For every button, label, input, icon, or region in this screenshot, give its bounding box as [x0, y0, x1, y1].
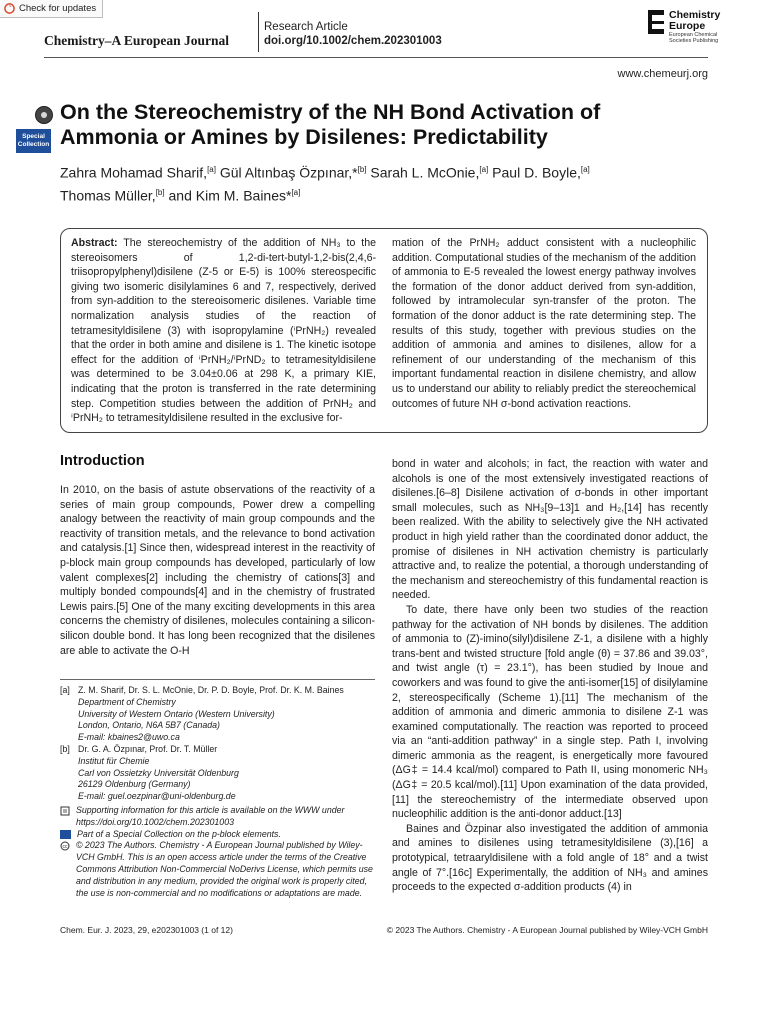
author-name: and Kim M. Baines* — [164, 187, 292, 204]
intro-paragraph: In 2010, on the basis of astute observations of the reactivity of a series of main group compounds, Power drew a compelling analogy between the reactivity of main group compounds and the reactivity of transition metals, and the relevance to bond activation and catalysis.[1] Since then, widespread interest in the reactivity of p-block main group compounds has developed, particularly of low valent complexes[2] including the chemistry of cations[3] and multiply bonded compounds[4] and in the chemistry of frustrated Lewis pairs.[5] One of the many exciting developments in this area concerns the chemistry of disilenes, molecules containing a silicon-silicon double bond. It has long been recognized that the disilenes are able to activate the O-H — [60, 484, 375, 657]
author-affiliation: [a] — [580, 165, 590, 174]
check-for-updates-button[interactable] — [0, 0, 103, 18]
author-name: Gül Altınbaş Özpınar,* — [215, 164, 358, 181]
badge-line2: Collection — [17, 141, 50, 148]
footnote-rule — [60, 679, 375, 680]
special-collection-badge[interactable] — [16, 129, 51, 153]
affiliation-a — [60, 685, 375, 744]
logo-sub1: European Chemical — [669, 32, 718, 38]
author-name: Thomas Müller, — [60, 187, 156, 204]
badge-line1: Special — [22, 133, 45, 140]
author-affiliation: [a] — [291, 187, 301, 197]
license-text: © 2023 The Authors. Chemistry - A European Journal published by Wiley-VCH GmbH. This is an open access article under the terms of the Creative Commons Attribution Non-Commercial NoDerivs License, which permits use and distribution in any medium, provided the original work is properly cited, the use is non-commercial and no modifications or adaptations are made. — [76, 840, 373, 898]
logo-line1: Chemistry — [669, 9, 721, 21]
section-heading-introduction: Introduction — [60, 453, 145, 469]
creative-commons-icon — [60, 841, 70, 851]
collection-text: Part of a Special Collection on the p-block elements. — [77, 828, 281, 839]
abstract-left-column — [71, 236, 376, 426]
special-collection-mini-icon — [60, 830, 71, 839]
logo-sub2: Societies Publishing — [669, 38, 719, 44]
abstract-text-left: The stereochemistry of the addition of NH₃ to the stereoisomers of 1,2-di-tert-butyl-1,2-bis(2,4,6-triisopropylphenyl)disilene (Z-5 or E-5) is 100% stereospecific giving two isomeric disilylamines 6 and 7, respectively, derived from syn-addition to the stereoisomeric disilenes. Variable time normalization analysis studies of the reaction of tetramesityldisilene (3) with isopropylamine (ⁱPrNH₂) revealed that the order in both amine and disilene is 1. The kinetic isotope effect for the addition of ⁱPrNH₂/ⁱPrND₂ to tetramesityldisilene was determined to be 3.04±0.06 at 298 K, a primary KIE, indicating that the proton is transferred in the rate determining step. Competition studies between the addition of PrNH₂ and ⁱPrNH₂ to tetramesityldisilene resulted in the exclusive for- — [71, 237, 376, 425]
affiliation-city: 26129 Oldenburg (Germany) — [78, 779, 191, 790]
affiliation-label: [a] — [60, 685, 70, 695]
collection-note — [60, 829, 375, 841]
affiliation-email[interactable]: E-mail: guel.oezpinar@uni-oldenburg.de — [78, 791, 236, 802]
affiliation-city: London, Ontario, N6A 5B7 (Canada) — [78, 720, 220, 731]
open-access-icon — [35, 106, 53, 124]
affiliation-label: [b] — [60, 743, 70, 754]
abstract-right-column — [392, 236, 696, 411]
author-affiliation: [a] — [479, 165, 489, 174]
author-name: Zahra Mohamad Sharif, — [60, 164, 208, 181]
header-divider — [258, 12, 259, 52]
journal-url[interactable]: www.chemeurj.org — [617, 68, 708, 80]
intro-paragraph: Baines and Özpinar also investigated the addition of ammonia and amines to disilenes using tetramesityldisilene (3),[16] a prototypical, tetraaryldisilene with a fold angle of 18° and a twist angle of 7°.[16c] Experimentally, the addition of NH₃ and amines proceeds to the expected σ-addition products (4) in — [392, 822, 708, 894]
chemistry-europe-logo — [648, 10, 720, 44]
intro-right-column — [392, 457, 708, 895]
chemistry-europe-mark-icon — [648, 10, 664, 34]
svg-text:cc: cc — [62, 844, 68, 851]
intro-paragraph: bond in water and alcohols; in fact, the reaction with water and alcohols is one of the most extensively investigated reactions of disilenes.[6–8] Disilene activation of σ-bonds in other important small molecules, such as NH₃[9–13]1 and H₂,[14] has recently been realized. With the ability to selectively give the NH activated product in high yield rather than the coordinated donor adduct, the promise of disilenes in NH activation chemistry is particularly attractive and, to realize the potential, a thorough understanding of the mechanism and stereochemistry of this fundamental reaction is needed. — [392, 458, 708, 602]
author-list — [60, 160, 700, 205]
author-name: Paul D. Boyle, — [488, 164, 581, 181]
supporting-info-note — [60, 805, 375, 829]
intro-paragraph: To date, there have only been two studies of the reaction pathway for the activation of NH bonds by disilenes. The addition of ammonia to (Z)-imino(silyl)disilene Z-1, a disilene with a highly trans-bent and twisted structure [fold angle (θ) = 37.86 and 39.03°, and twist angle (τ) = 23.1°), has been studied by Inoue and coworkers and was found to give the anti-isomer[15] of disilylamine 2, stereospecifically (Scheme 1).[11] The mechanism of the addition of ammonia and dimeric ammonia to disilene Z-1 was examined computationally. The reaction was reported to proceed via an “anti-addition pathway” in a single step. Path I, involving dimeric ammonia as the reagent, is energetically more favoured (ΔG‡ = 14.4 kcal/mol) compared to Path II, using monomeric NH₃ (ΔG‡ = 20.5 kcal/mol).[11] Upon examination of the data provided,[11] the stereochemistry of the intermediate observed upon nucleophilic addition is the anti-donor adduct.[13] — [392, 603, 708, 821]
affiliation-footnotes — [60, 685, 375, 899]
header-rule — [44, 57, 708, 58]
author-name: Sarah L. McOnie, — [366, 164, 480, 181]
refresh-icon — [4, 3, 15, 14]
affiliation-names: Z. M. Sharif, Dr. S. L. McOnie, Dr. P. D. Boyle, Prof. Dr. K. M. Baines — [78, 685, 344, 695]
article-title: On the Stereochemistry of the NH Bond Activation of Ammonia or Amines by Disilenes: Predictability — [60, 100, 601, 149]
page-footer-citation: Chem. Eur. J. 2023, 29, e202301003 (1 of 12) — [60, 925, 233, 935]
article-type: Research Article — [264, 21, 348, 33]
affiliation-dept: Department of Chemistry — [78, 696, 176, 707]
author-affiliation: [b] — [357, 165, 367, 174]
check-for-updates-label: Check for updates — [19, 3, 97, 14]
affiliation-univ: University of Western Ontario (Western University) — [78, 708, 275, 719]
supporting-info-icon — [60, 806, 70, 816]
affiliation-univ: Carl von Ossietzky Universität Oldenburg — [78, 767, 239, 778]
author-affiliation: [a] — [207, 165, 216, 174]
supporting-info-text[interactable]: Supporting information for this article is available on the WWW under https://doi.org/10.1002/chem.202301003 — [76, 804, 345, 827]
intro-left-column — [60, 483, 375, 658]
doi-link[interactable]: doi.org/10.1002/chem.202301003 — [264, 35, 442, 47]
license-note — [60, 840, 375, 899]
page-footer-copyright: © 2023 The Authors. Chemistry - A European Journal published by Wiley-VCH GmbH — [386, 925, 708, 935]
logo-line2: Europe — [669, 20, 706, 32]
affiliation-dept: Institut für Chemie — [78, 755, 150, 766]
abstract-label: Abstract: — [71, 237, 118, 249]
journal-name: Chemistry–A European Journal — [44, 33, 230, 48]
author-affiliation: [b] — [155, 187, 165, 197]
abstract-text-right: mation of the PrNH₂ adduct consistent with a nucleophilic addition. Computational studies of the mechanism of the addition of ammonia to E-5 revealed the lowest energy pathway involves the formation of the donor adduct derived from syn-addition, followed by intramolecular syn-transfer of the proton. The formation of the donor adduct is the rate determining step. The results of this study, together with previous studies on the addition of ammonia and amines to disilenes, allow for a refinement of our understanding of the mechanism of this important fundamental reaction in disilene chemistry, and allow us to understand our ability to reliably predict the stereochemical outcomes of future NH σ-bond activation reactions. — [392, 237, 696, 410]
affiliation-b — [60, 744, 375, 803]
affiliation-names: Dr. G. A. Özpınar, Prof. Dr. T. Müller — [78, 743, 218, 754]
affiliation-email[interactable]: E-mail: kbaines2@uwo.ca — [78, 732, 180, 743]
